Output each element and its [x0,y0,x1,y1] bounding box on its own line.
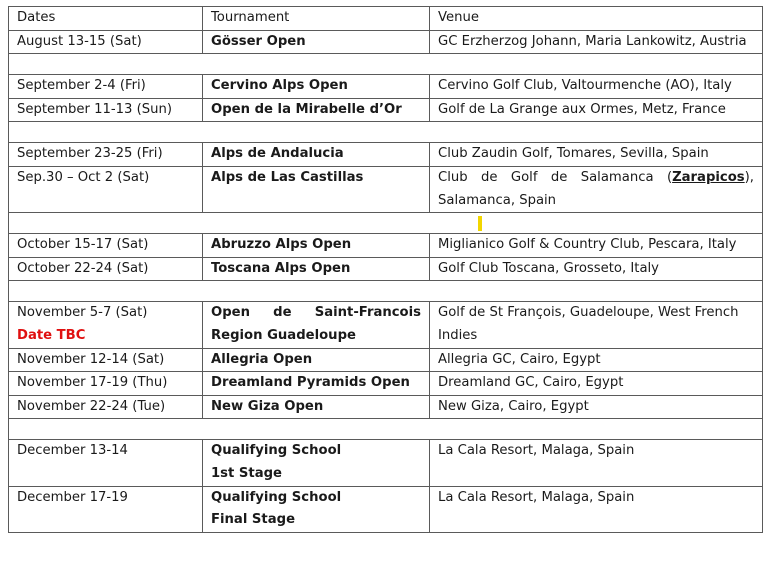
venue-text: Club de Golf de Salamanca ( [438,169,673,185]
row-dates: November 22-24 (Tue) [9,395,203,419]
row-venue: New Giza, Cairo, Egypt [430,395,763,419]
table-row [9,98,763,122]
tournament-line: Qualifying School [211,489,342,505]
table-row [9,372,763,396]
table-row [9,257,763,281]
row-venue: Golf de La Grange aux Ormes, Metz, France [430,98,763,122]
row-dates: September 11-13 (Sun) [9,98,203,122]
table-row [9,302,763,348]
row-dates: December 17-19 [9,486,203,532]
row-dates: September 2-4 (Fri) [9,75,203,99]
table-row [9,143,763,167]
row-venue: La Cala Resort, Malaga, Spain [430,486,763,532]
tournament-line: 1st Stage [211,465,283,481]
schedule-table [8,6,763,533]
row-tournament: New Giza Open [203,395,430,419]
row-dates: August 13-15 (Sat) [9,30,203,54]
dates-text: November 5-7 (Sat) [17,305,148,321]
table-row [9,30,763,54]
row-dates: November 17-19 (Thu) [9,372,203,396]
date-tbc-note: Date TBC [17,327,86,343]
row-dates: November 12-14 (Sat) [9,348,203,372]
header-row [9,7,763,31]
table-row [9,166,763,212]
row-venue: Dreamland GC, Cairo, Egypt [430,372,763,396]
row-dates: December 13-14 [9,440,203,486]
header-dates: Dates [9,7,203,31]
row-tournament: Abruzzo Alps Open [203,234,430,258]
row-dates: October 15-17 (Sat) [9,234,203,258]
row-venue: Allegria GC, Cairo, Egypt [430,348,763,372]
row-tournament: Open de la Mirabelle d’Or [203,98,430,122]
spacer-row [9,122,763,143]
row-tournament: Alps de Las Castillas [203,166,430,212]
row-dates: Sep.30 – Oct 2 (Sat) [9,166,203,212]
table-row [9,395,763,419]
row-venue [430,166,763,212]
highlight-mark [478,216,482,231]
row-tournament: Allegria Open [203,348,430,372]
row-venue: La Cala Resort, Malaga, Spain [430,440,763,486]
venue-link[interactable]: Zarapicos [672,169,745,185]
spacer-row [9,419,763,440]
row-dates [9,302,203,348]
row-venue: Club Zaudin Golf, Tomares, Sevilla, Spain [430,143,763,167]
spacer-row [9,281,763,302]
row-venue: Golf de St François, Guadeloupe, West French Indies [430,302,763,348]
tournament-line: Qualifying School [211,443,342,459]
venue-text: ), Salamanca, Spain [438,169,754,208]
row-tournament: Toscana Alps Open [203,257,430,281]
row-venue: GC Erzherzog Johann, Maria Lankowitz, Austria [430,30,763,54]
header-venue: Venue [430,7,763,31]
table-row [9,75,763,99]
row-dates: September 23-25 (Fri) [9,143,203,167]
row-venue: Miglianico Golf & Country Club, Pescara, Italy [430,234,763,258]
spacer-row [9,213,763,234]
row-dates: October 22-24 (Sat) [9,257,203,281]
row-venue: Golf Club Toscana, Grosseto, Italy [430,257,763,281]
row-tournament [203,440,430,486]
row-tournament: Cervino Alps Open [203,75,430,99]
spacer-row [9,54,763,75]
table-row [9,440,763,486]
row-tournament: Open de Saint-Francois Region Guadeloupe [203,302,430,348]
table-row [9,234,763,258]
table-row [9,486,763,532]
table-row [9,348,763,372]
row-tournament: Dreamland Pyramids Open [203,372,430,396]
row-tournament [203,486,430,532]
row-tournament: Gösser Open [203,30,430,54]
row-venue: Cervino Golf Club, Valtourmenche (AO), Italy [430,75,763,99]
header-tournament: Tournament [203,7,430,31]
tournament-line: Final Stage [211,512,296,528]
row-tournament: Alps de Andalucia [203,143,430,167]
